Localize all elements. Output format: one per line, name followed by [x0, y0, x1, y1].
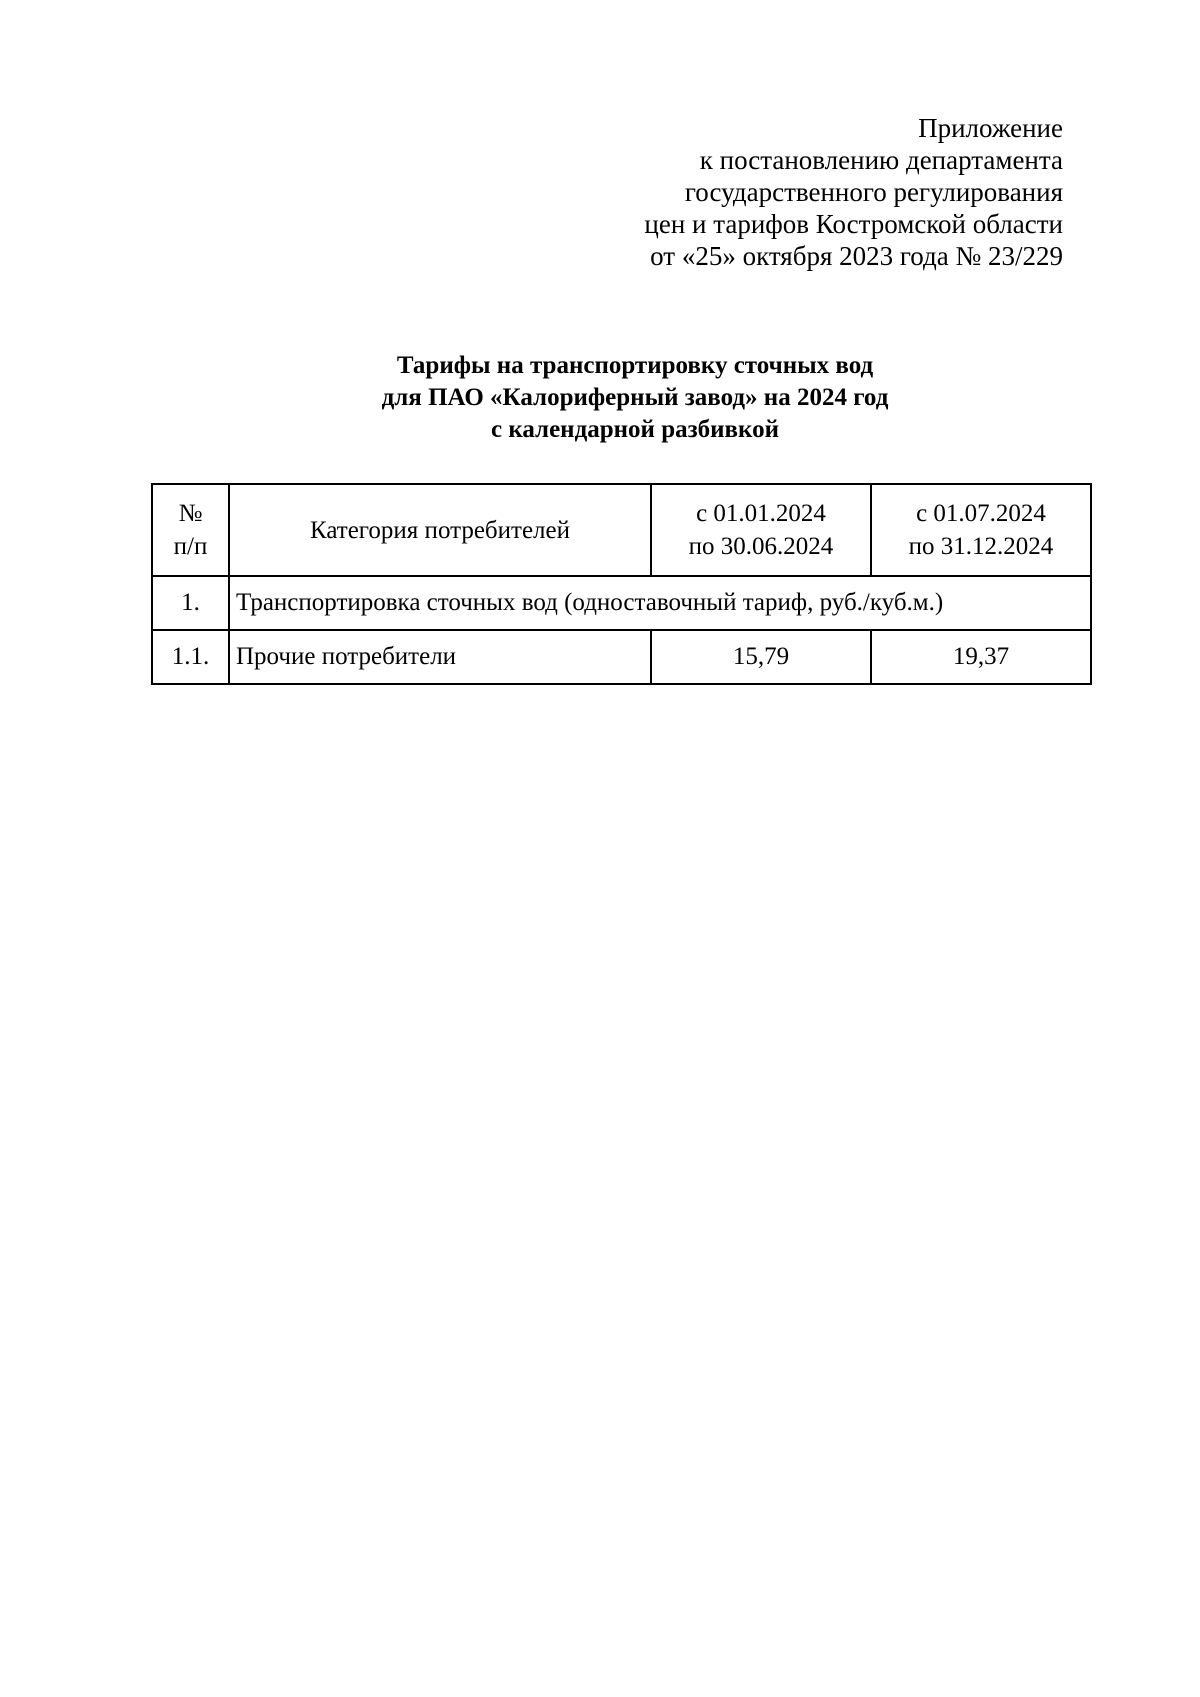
title-line: с календарной разбивкой: [490, 416, 780, 443]
header-number: № п/п: [152, 484, 229, 576]
table-row: [152, 576, 1091, 630]
annex-line: государственного регулирования: [684, 177, 1063, 207]
title-line: Тарифы на транспортировку сточных вод: [396, 352, 874, 379]
row-category: Прочие потребители: [229, 630, 651, 684]
annex-date-number: от «25» октября 2023 года № 23/229: [650, 241, 1063, 271]
document-title: [0, 350, 1200, 446]
annex-block: [644, 112, 1063, 272]
annex-line: к постановлению департамента: [699, 145, 1063, 175]
header-category: Категория потребителей: [229, 484, 651, 576]
table-row: [152, 630, 1091, 684]
row-value-period-2: 19,37: [871, 630, 1091, 684]
annex-line: цен и тарифов Костромской области: [644, 209, 1063, 239]
row-section-text: Транспортировка сточных вод (одноставочный тариф, руб./куб.м.): [229, 576, 1091, 630]
row-number: 1.: [152, 576, 229, 630]
annex-title: Приложение: [918, 113, 1063, 143]
row-value-period-1: 15,79: [651, 630, 871, 684]
header-period-2: с 01.07.2024 по 31.12.2024: [871, 484, 1091, 576]
tariffs-table: [151, 483, 1092, 685]
row-number: 1.1.: [152, 630, 229, 684]
table-header-row: [152, 484, 1091, 576]
title-line: для ПАО «Калориферный завод» на 2024 год: [381, 384, 889, 411]
header-period-1: с 01.01.2024 по 30.06.2024: [651, 484, 871, 576]
